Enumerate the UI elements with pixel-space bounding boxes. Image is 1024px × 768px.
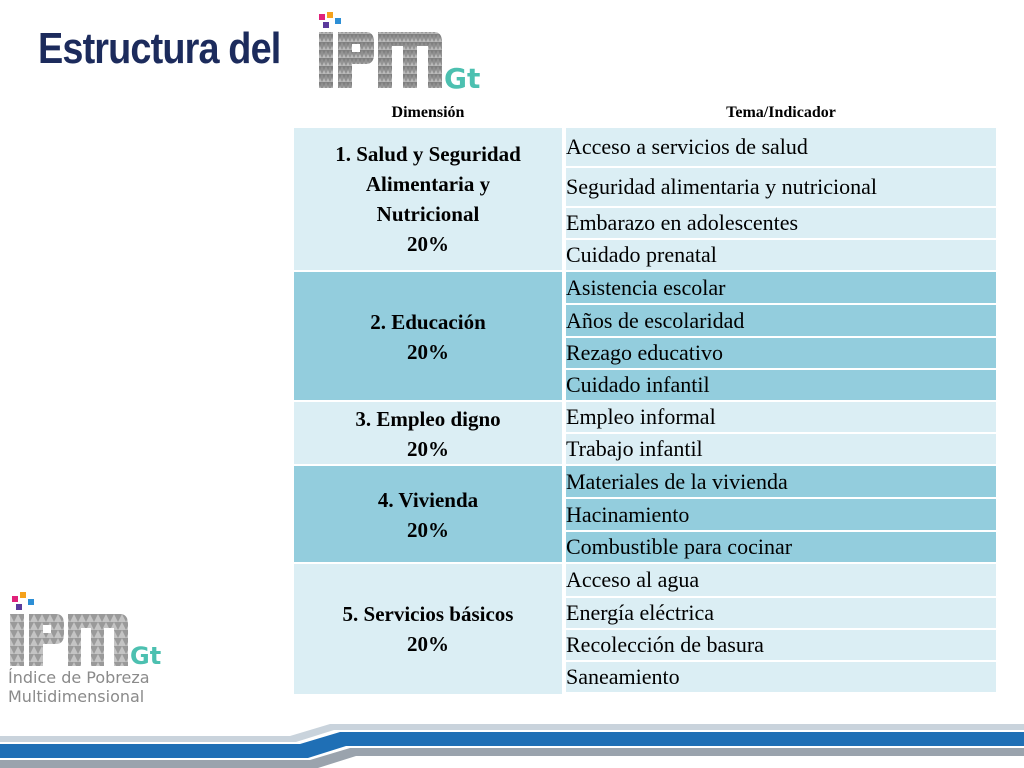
dimension-cell-servicios xyxy=(294,562,562,694)
indicator-cell: Cuidado prenatal xyxy=(566,238,996,270)
logo-suffix: Gt xyxy=(444,62,481,95)
dimension-weight: 20% xyxy=(406,232,449,256)
dimension-cell-empleo xyxy=(294,400,562,466)
indicator-cell: Recolección de basura xyxy=(566,628,996,660)
column-header-indicator: Tema/Indicador xyxy=(726,104,836,121)
indicator-cell: Acceso al agua xyxy=(566,562,996,596)
page-title: Estructura del xyxy=(38,24,281,73)
indicator-cell: Combustible para cocinar xyxy=(566,530,996,562)
logo-caption xyxy=(8,668,150,706)
indicator-cell: Materiales de la vivienda xyxy=(566,464,996,497)
indicator-cell: Energía eléctrica xyxy=(566,596,996,628)
dimension-cell-salud xyxy=(294,128,562,270)
indicator-cell: Empleo informal xyxy=(566,400,996,432)
indicator-cell: Hacinamiento xyxy=(566,497,996,530)
ipm-logo xyxy=(314,10,481,95)
logo-suffix: Gt xyxy=(130,642,162,670)
dimension-cell-vivienda xyxy=(294,464,562,564)
dimension-label: 3. Empleo digno xyxy=(355,407,501,431)
dimension-label: 4. Vivienda xyxy=(377,488,479,512)
indicator-cell: Saneamiento xyxy=(566,660,996,692)
indicator-cell: Trabajo infantil xyxy=(566,432,996,464)
logo-caption-line: Índice de Pobreza xyxy=(8,668,150,687)
dimension-weight: 20% xyxy=(407,437,449,461)
logo-caption-line: Multidimensional xyxy=(8,687,145,706)
indicator-cell: Embarazo en adolescentes xyxy=(566,206,996,238)
dimension-label: 1. Salud y Seguridad xyxy=(335,142,521,166)
indicator-cell: Seguridad alimentaria y nutricional xyxy=(566,166,996,206)
dimension-label: 2. Educación xyxy=(370,310,486,334)
dimension-label: Nutricional xyxy=(376,202,480,226)
indicator-cell: Rezago educativo xyxy=(566,336,996,368)
footer-band xyxy=(0,716,1024,768)
indicator-cell: Asistencia escolar xyxy=(566,270,996,303)
dimension-label: Alimentaria y xyxy=(365,172,491,196)
dimension-cell-educacion xyxy=(294,270,562,402)
dimension-label: 5. Servicios básicos xyxy=(342,602,514,626)
dimension-weight: 20% xyxy=(407,340,449,364)
indicator-cell: Acceso a servicios de salud xyxy=(566,128,996,166)
dimension-weight: 20% xyxy=(406,518,449,542)
dimension-weight: 20% xyxy=(406,632,449,656)
indicator-cell: Años de escolaridad xyxy=(566,303,996,336)
indicator-cell: Cuidado infantil xyxy=(566,368,996,400)
column-header-dimension: Dimensión xyxy=(391,104,465,121)
